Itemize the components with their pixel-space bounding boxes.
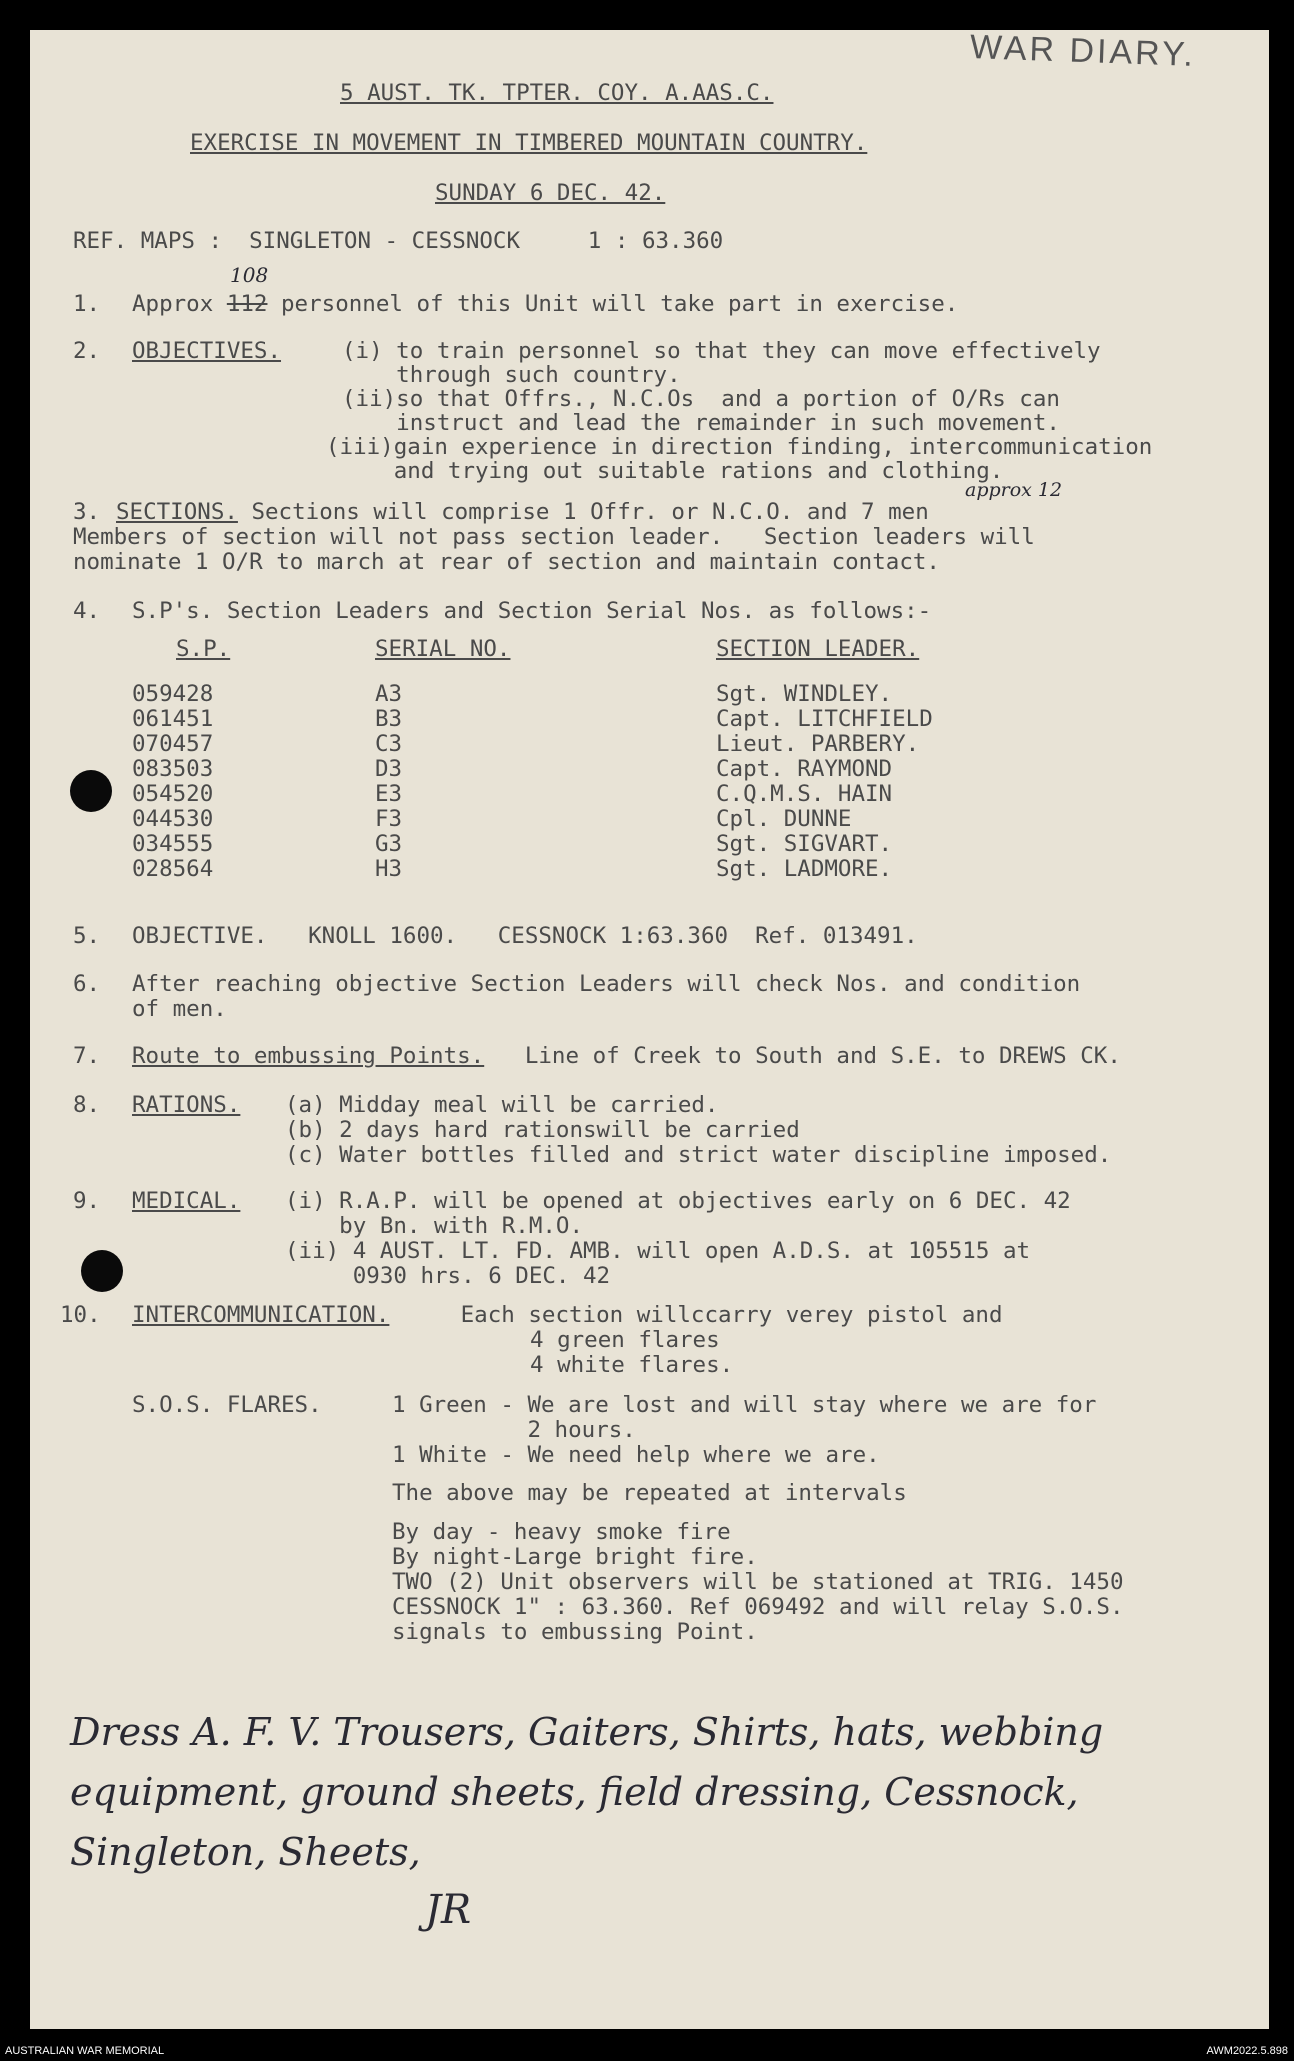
objective-line-2: through such country.	[342, 362, 681, 388]
serial-3: C3	[375, 731, 403, 757]
sp-6: 044530	[132, 806, 214, 832]
serial-1: A3	[375, 681, 403, 707]
serial-4: D3	[375, 756, 403, 782]
footer-left: AUSTRALIAN WAR MEMORIAL	[5, 2045, 165, 2057]
objective-line-3: (ii)so that Offrs., N.C.Os and a portion of O/Rs can	[342, 386, 1060, 412]
intercom-line-2: 4 green flares	[530, 1327, 720, 1353]
sp-8: 028564	[132, 856, 214, 882]
rations-line-2: (b) 2 days hard rationswill be carried	[285, 1117, 800, 1143]
sp-4: 083503	[132, 756, 214, 782]
para-6-line-2: of men.	[132, 996, 227, 1022]
serial-7: G3	[375, 831, 403, 857]
para-3-line-1	[116, 499, 929, 525]
sos-line-3: 1 White - We need help where we are.	[392, 1442, 880, 1468]
sos-line-11: signals to embussing Point.	[392, 1619, 758, 1645]
sos-line-8: By night-Large bright fire.	[392, 1544, 758, 1570]
para-5-number: 5.	[73, 923, 101, 949]
para-1-struck: 112	[226, 291, 268, 317]
leader-6: Cpl. DUNNE	[716, 806, 852, 832]
leader-3: Lieut. PARBERY.	[716, 731, 920, 757]
leader-8: Sgt. LADMORE.	[716, 856, 893, 882]
para-1-pre: Approx	[132, 291, 227, 317]
sos-line-9: TWO (2) Unit observers will be stationed at TRIG. 1450	[392, 1569, 1124, 1595]
para-3-annotation: approx 12	[965, 479, 1063, 501]
handwritten-line-2: equipment, ground sheets, field dressing, Cessnock,	[70, 1770, 1079, 1814]
para-6-line-1: After reaching objective Section Leaders will check Nos. and condition	[132, 971, 1081, 997]
col-header-serial: SERIAL NO.	[375, 636, 511, 662]
leader-2: Capt. LITCHFIELD	[716, 706, 933, 732]
handwritten-initials: JR	[425, 1887, 472, 1933]
serial-6: F3	[375, 806, 403, 832]
sos-line-10: CESSNOCK 1" : 63.360. Ref 069492 and will relay S.O.S.	[392, 1594, 1124, 1620]
rations-line-1: (a) Midday meal will be carried.	[285, 1092, 719, 1118]
exercise-title: EXERCISE IN MOVEMENT IN TIMBERED MOUNTAIN COUNTRY.	[190, 130, 868, 156]
para-9-heading: MEDICAL.	[132, 1188, 241, 1214]
serial-5: E3	[375, 781, 403, 807]
sp-1: 059428	[132, 681, 214, 707]
para-4-number: 4.	[73, 598, 101, 624]
objective-line-5: (iii)gain experience in direction finding, intercommunication	[326, 434, 1153, 460]
sos-line-5: The above may be repeated at intervals	[392, 1480, 907, 1506]
war-diary-annotation: WAR DIARY.	[969, 28, 1197, 74]
para-5-text: OBJECTIVE. KNOLL 1600. CESSNOCK 1:63.360 Ref. 013491.	[132, 923, 918, 949]
punch-hole-bottom	[81, 1250, 123, 1292]
objective-line-4: instruct and lead the remainder in such movement.	[342, 410, 1060, 436]
para-3-number: 3.	[73, 499, 101, 525]
rations-line-3: (c) Water bottles filled and strict water discipline imposed.	[285, 1142, 1112, 1168]
leader-5: C.Q.M.S. HAIN	[716, 781, 893, 807]
sp-2: 061451	[132, 706, 214, 732]
serial-2: B3	[375, 706, 403, 732]
sp-3: 070457	[132, 731, 214, 757]
para-7-body: Line of Creek to South and S.E. to DREWS CK.	[484, 1043, 1121, 1069]
medical-line-4: 0930 hrs. 6 DEC. 42	[285, 1263, 611, 1289]
sp-5: 054520	[132, 781, 214, 807]
sp-7: 034555	[132, 831, 214, 857]
sos-line-7: By day - heavy smoke fire	[392, 1519, 731, 1545]
handwritten-line-3: Singleton, Sheets,	[70, 1830, 421, 1874]
para-10-heading: INTERCOMMUNICATION.	[132, 1302, 390, 1328]
sos-line-1: 1 Green - We are lost and will stay where we are for	[392, 1392, 1097, 1418]
para-1-correction: 108	[230, 263, 269, 287]
medical-line-1: (i) R.A.P. will be opened at objectives early on 6 DEC. 42	[285, 1188, 1071, 1214]
para-2-number: 2.	[73, 338, 101, 364]
sos-line-2: 2 hours.	[392, 1417, 636, 1443]
para-6-number: 6.	[73, 971, 101, 997]
objective-line-1: (i) to train personnel so that they can move effectively	[342, 338, 1101, 364]
para-7-heading: Route to embussing Points.	[132, 1043, 485, 1069]
medical-line-3: (ii) 4 AUST. LT. FD. AMB. will open A.D.S. at 105515 at	[285, 1238, 1031, 1264]
leader-4: Capt. RAYMOND	[716, 756, 893, 782]
leader-7: Sgt. SIGVART.	[716, 831, 893, 857]
para-3-heading: SECTIONS.	[116, 499, 238, 525]
sos-label: S.O.S. FLARES.	[132, 1392, 322, 1418]
col-header-leader: SECTION LEADER.	[716, 636, 920, 662]
para-1-number: 1.	[73, 291, 101, 317]
punch-hole-top	[70, 770, 112, 812]
unit-heading: 5 AUST. TK. TPTER. COY. A.AAS.C.	[340, 80, 774, 106]
para-3-line-3: nominate 1 O/R to march at rear of section and maintain contact.	[73, 549, 940, 575]
medical-line-2: by Bn. with R.M.O.	[285, 1213, 584, 1239]
footer-right: AWM2022.5.898	[1206, 2045, 1288, 2057]
para-1-post: personnel of this Unit will take part in exercise.	[267, 291, 959, 317]
para-3-line-2: Members of section will not pass section leader. Section leaders will	[73, 524, 1035, 550]
exercise-date: SUNDAY 6 DEC. 42.	[435, 180, 666, 206]
objective-line-6: and trying out suitable rations and clothing.	[326, 458, 1004, 484]
para-3-line-1-text: Sections will comprise 1 Offr. or N.C.O. and 7 men	[237, 499, 929, 525]
serial-8: H3	[375, 856, 403, 882]
para-8-heading: RATIONS.	[132, 1092, 241, 1118]
intercom-line-1: Each section willccarry verey pistol and	[420, 1302, 1003, 1328]
para-2-heading: OBJECTIVES.	[132, 338, 282, 364]
para-1-text	[132, 291, 958, 317]
leader-1: Sgt. WINDLEY.	[716, 681, 893, 707]
para-8-number: 8.	[73, 1092, 101, 1118]
ref-maps: REF. MAPS : SINGLETON - CESSNOCK 1 : 63.360	[73, 228, 724, 254]
document-page	[30, 30, 1269, 2029]
handwritten-line-1: Dress A. F. V. Trousers, Gaiters, Shirts, hats, webbing	[70, 1710, 1104, 1754]
col-header-sp: S.P.	[176, 636, 231, 662]
para-4-text: S.P's. Section Leaders and Section Serial Nos. as follows:-	[132, 598, 932, 624]
para-7-number: 7.	[73, 1043, 101, 1069]
para-9-number: 9.	[73, 1188, 101, 1214]
intercom-line-3: 4 white flares.	[530, 1352, 734, 1378]
para-10-number: 10.	[60, 1302, 101, 1328]
para-7-text	[132, 1043, 1121, 1069]
